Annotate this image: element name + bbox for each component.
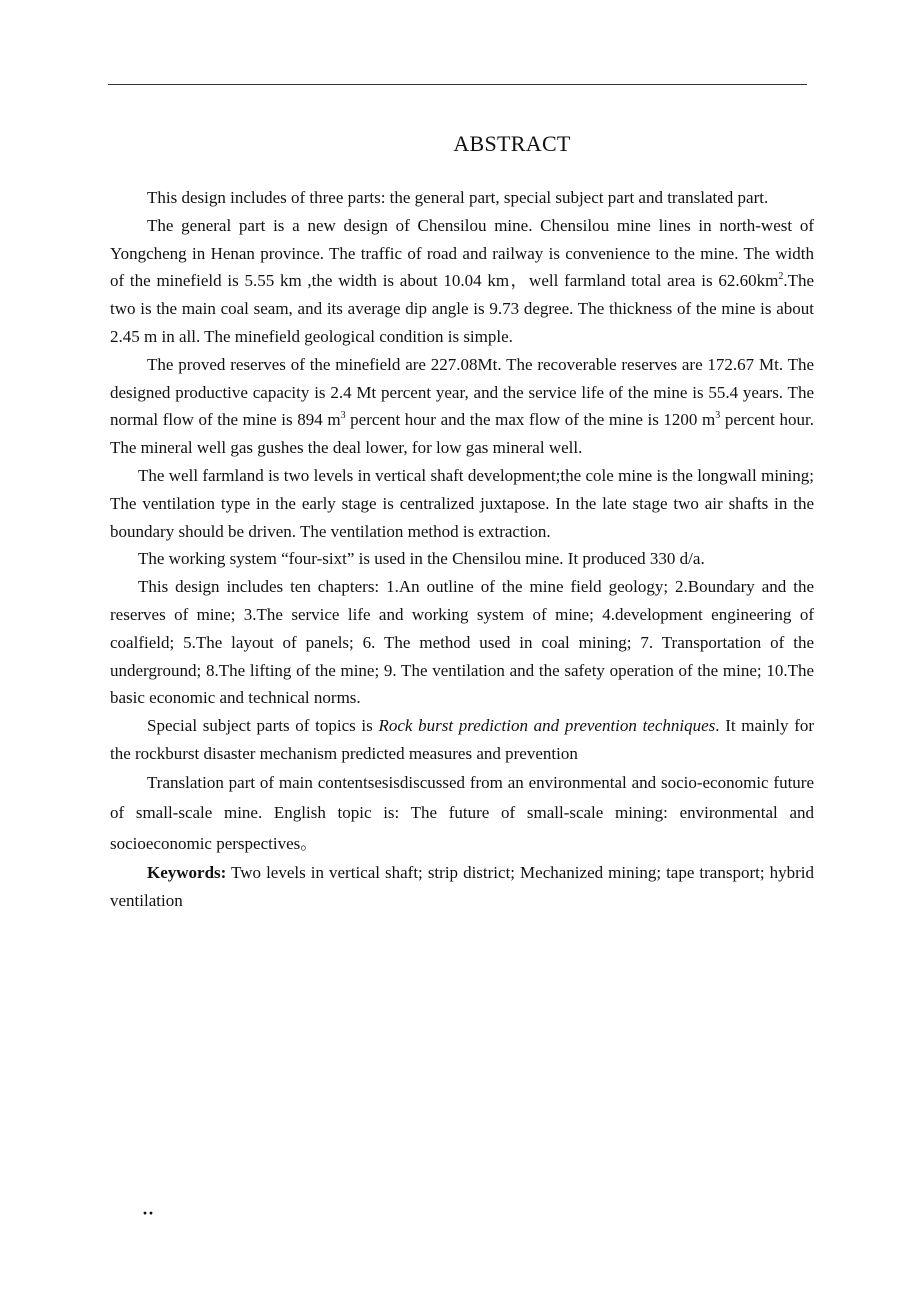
abstract-body [110,184,814,915]
header-rule [108,84,807,85]
paragraph-special-subject: Special subject parts of topics is Rock burst prediction and prevention techniques. It mainly for the rockburst disaster mechanism predicted measures and prevention [110,716,815,763]
paragraph-overview: This design includes of three parts: the general part, special subject part and translated part. [147,188,769,207]
page-footer-mark: ·· [142,1203,155,1223]
paragraph-general-part: The general part is a new design of Chensilou mine. Chensilou mine lines in north-west of Yongcheng in Henan province. The traffic of road and railway is convenience to the mine. The width of the minefield is 5.55 km ,the width is about 10.04 km，well farmland total area is $62.60km^2.The$ two is the main coal seam, and its average dip angle is 9.73 degree. The thickness of the mine is about 2.45 m in all. The minefield geological condition is simple. [110,215,814,346]
paragraph-reserves: The proved reserves of the minefield are 227.08Mt. The recoverable reserves are 172.67 Mt. The designed productive capacity is 2.4 Mt percent year, and the service life of the mine is 55.4 years. The normal flow of the mine is 894 $m^3$ percent hour and the max flow of the mine is 1200 $m^3$ percent hour. The mineral well gas gushes the deal lower, for low gas mineral well. [110,354,814,458]
paragraph-working-system: The working system “four-sixt” is used in the Chensilou mine. It produced 330 d/a. [138,549,705,569]
paragraph-chapters: This design includes ten chapters: 1.An outline of the mine field geology; 2.Boundary and the reserves of mine; 3.The service life and working system of mine; 4.development engineering of coalfield; 5.The layout of panels; 6. The method used in coal mining; 7. Transportation of the underground; 8.The lifting of the mine; 9. The ventilation and the safety operation of the mine; 10.The basic economic and technical norms. [110,577,814,708]
paragraph-translation: Translation part of main contentsesisdiscussed from an environmental and socio-economic future of small-scale mine. English topic is: The future of small-scale mining: environmental and socioeconomic perspectives。 [110,772,814,853]
keywords-text: Two levels in vertical shaft; strip district; Mechanized mining; tape transport; hybrid ventilation [110,863,814,911]
paragraph-development: The well farmland is two levels in vertical shaft development;the cole mine is the longwall mining; The ventilation type in the early stage is centralized juxtapose. In the late stage two air shafts in the boundary should be driven. The ventilation method is extraction. [110,465,814,541]
keywords-label: Keywords: [147,863,227,883]
paragraph-keywords [110,859,814,915]
page-title: ABSTRACT [453,131,571,156]
